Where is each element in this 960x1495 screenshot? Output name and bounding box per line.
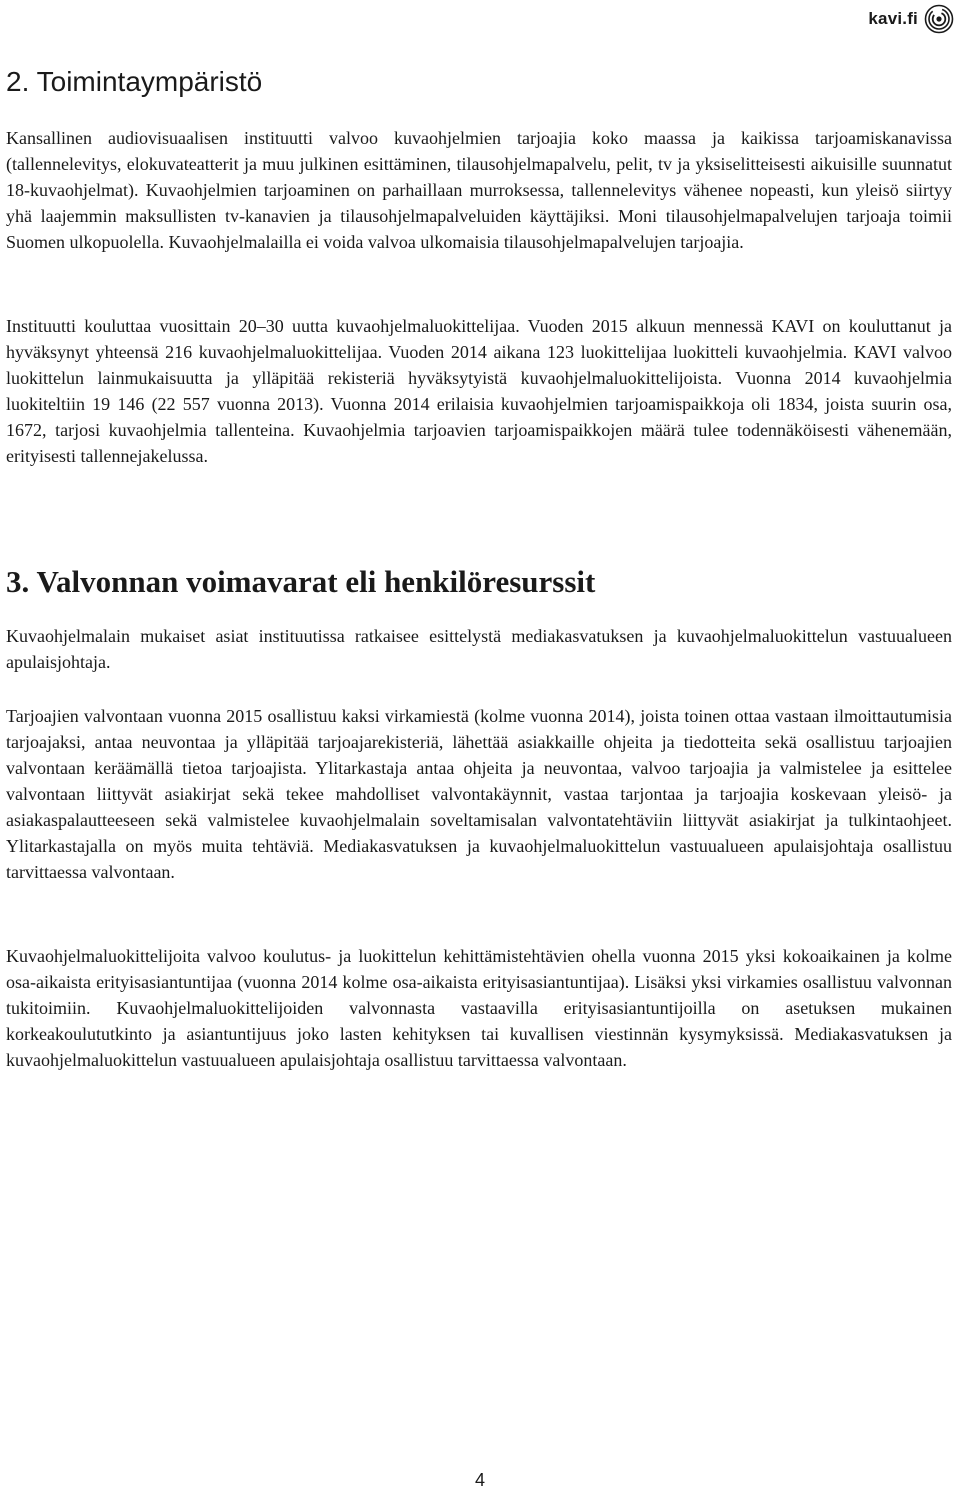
kavi-logo-icon <box>924 4 954 34</box>
body-paragraph: Kuvaohjelmaluokittelijoita valvoo koulutus- ja luokittelun kehittämistehtävien ohella vuonna 2015 yksi kokoaikainen ja kolme osa-aikaista erityisasiantuntijaa (vuonna 2014 kolme osa-aikaista erityisasiantuntijaa). Lisäksi yksi virkamies osallistuu valvonnan tukitoimiin. Kuvaohjelmaluokittelijoiden valvonnasta vastaavilla erityisasiantuntijoilla on asetuksen mukainen korkeakoulututkinto ja asiantuntijuus joko lasten kehityksen tai kuvallisen viestinnän kysymyksissä. Mediakasvatuksen ja kuvaohjelmaluokittelun vastuualueen apulaisjohtaja osallistuu tarvittaessa valvontaan. <box>6 946 952 1070</box>
body-paragraph: Instituutti kouluttaa vuosittain 20–30 uutta kuvaohjelmaluokittelijaa. Vuoden 2015 alkuun mennessä KAVI on kouluttanut ja hyväksynyt yhteensä 216 kuvaohjelmaluokittelijaa. Vuoden 2014 aikana 123 luokittelijaa luokitteli kuvaohjelmia. KAVI valvoo luokittelun lainmukaisuutta ja ylläpitää rekisteriä hyväksytyistä kuvaohjelmaluokittelijoista. Vuonna 2014 kuvaohjelmia luokiteltiin 19 146 (22 557 vuonna 2013). Vuonna 2014 erilaisia kuvaohjelmien tarjoamispaikkoja oli 1834, joista suurin osa, 1672, tarjosi kuvaohjelmia tallenteina. Kuvaohjelmia tarjoavien tarjoamispaikkojen määrä tulee todennäköisesti vähenemään, erityisesti tallennejakelussa. <box>6 316 952 466</box>
section-title-valvonnan-voimavarat: 3. Valvonnan voimavarat eli henkilöresurssit <box>6 564 596 599</box>
body-paragraph: Tarjoajien valvontaan vuonna 2015 osallistuu kaksi virkamiestä (kolme vuonna 2014), joista toinen ottaa vastaan ilmoittautumisia tarjoajaksi, antaa neuvontaa ja ylläpitää tarjoajarekisteriä, lähettää asiakkaille ohjeita ja tiedotteita sekä osallistuu tarjoajien valvontaan keräämällä tietoa tarjoajista. Ylitarkastaja antaa ohjeita ja neuvontaa, valvoo tarjoajia ja valmistelee ja esittelee valvontaan liittyvät asiakirjat sekä tekee mahdolliset valvontakäynnit, vastaa tarjontaa ja tarjoajia koskevaan yleisö- ja asiakaspalautteeseen sekä valmistelee kuvaohjelmalain soveltamisalan valvontatehtäviin liittyvät asiakirjat ja tulkintaohjeet. Ylitarkastajalla on myös muita tehtäviä. Mediakasvatuksen ja kuvaohjelmaluokittelun vastuualueen apulaisjohtaja osallistuu tarvittaessa valvontaan. <box>6 706 952 882</box>
page-number: 4 <box>474 1470 485 1490</box>
body-paragraph: Kuvaohjelmalain mukaiset asiat instituutissa ratkaisee esittelystä mediakasvatuksen ja kuvaohjelmaluokittelun vastuualueen apulaisjohtaja. <box>6 626 952 672</box>
brand-text: kavi.fi <box>868 9 918 28</box>
section-title-toimintaymparisto: 2. Toimintaympäristö <box>6 66 263 97</box>
header-brand <box>868 4 954 34</box>
body-paragraph: Kansallinen audiovisuaalisen instituutti valvoo kuvaohjelmien tarjoajia koko maassa ja kaikissa tarjoamiskanavissa (tallennelevitys, elokuvateatterit ja muu julkinen esittäminen, tilausohjelmapalvelu, pelit, tv ja yksiselitteisesti aikuisille suunnatut 18-kuvaohjelmat). Kuvaohjelmien tarjoaminen on parhaillaan murroksessa, tallennelevitys vähenee nopeasti, kun yleisö siirtyy yhä laajemmin maksullisten tv-kanavien ja tilausohjelmapalveluiden käyttäjiksi. Moni tilausohjelmapalvelujen tarjoaja toimii Suomen ulkopuolella. Kuvaohjelmalailla ei voida valvoa ulkomaisia tilausohjelmapalvelujen tarjoajia. <box>6 128 952 252</box>
